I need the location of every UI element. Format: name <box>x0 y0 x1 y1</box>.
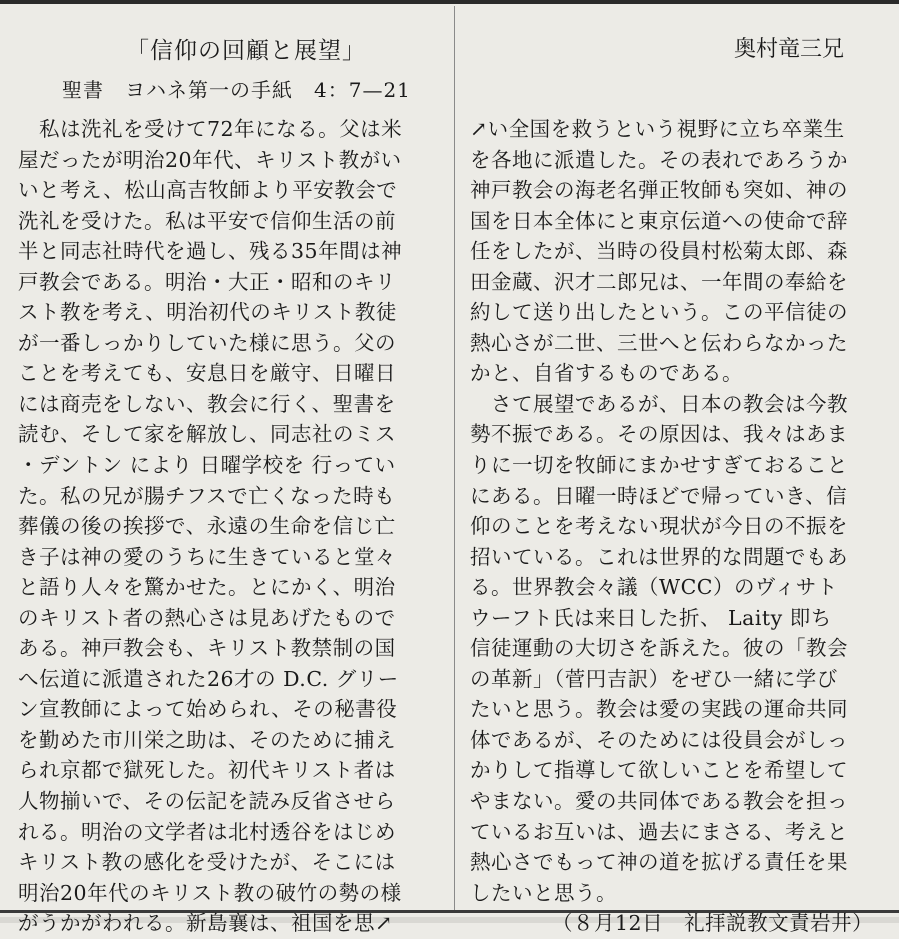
text-line: キリスト教の感化を受けたが、そこには <box>18 850 396 875</box>
text-line: る。世界教会々議（WCC）のヴィサト <box>470 575 838 600</box>
text-line: ・デントン により 日曜学校を 行ってい <box>18 453 396 478</box>
scripture-reference: 聖書 ヨハネ第一の手紙 4：7—21 <box>62 78 411 102</box>
text-line: 読む、そして家を解放し、同志社のミス <box>18 422 396 447</box>
text-line: 田金蔵、沢才二郎兄は、一年間の奉給を <box>470 269 848 294</box>
right-text-column <box>470 114 882 939</box>
text-line: 洗礼を受けた。私は平安で信仰生活の前 <box>18 208 396 233</box>
text-line: の革新」（菅円吉訳）をぜひ一緒に学び <box>470 666 838 691</box>
sermon-credit: （８月12日 礼拝説教文責岩井） <box>552 911 874 936</box>
text-line: ↗い全国を救うという視野に立ち卒業生 <box>470 117 845 141</box>
article-author: 奥村竜三兄 <box>734 37 845 62</box>
left-text-column <box>18 114 436 939</box>
text-line: れる。明治の文学者は北村透谷をはじめ <box>18 819 396 844</box>
text-line: 国を日本全体にと東京伝道への使命で辞 <box>470 208 848 233</box>
text-line: 信徒運動の大切さを訴えた。彼の「教会 <box>470 636 848 661</box>
text-line: 任をしたが、当時の役員村松菊太郎、森 <box>470 239 848 264</box>
text-line: のキリスト者の熱心さは見あげたもので <box>18 605 396 630</box>
text-line: かりして指導して欲しいことを希望して <box>470 758 848 783</box>
column-divider <box>454 6 455 910</box>
text-line: と語り人々を驚かせた。とにかく、明治 <box>18 575 396 600</box>
text-line: 勢不振である。その原因は、我々はあま <box>470 422 848 447</box>
text-line: ているお互いは、過去にまさる、考えと <box>470 819 848 844</box>
text-line: 半と同志社時代を過し、残る35年間は神 <box>18 239 403 264</box>
text-line: 体であるが、そのためには役員会がしっ <box>470 727 848 752</box>
text-line: ウーフト氏は来日した折、 Laity 即ち <box>470 605 832 630</box>
text-line: き子は神の愛のうちに生きていると堂々 <box>18 544 396 569</box>
text-line: を各地に派遣した。その表れであろうか <box>470 147 848 172</box>
text-line: が一番しっかりしていた様に思う。父の <box>18 330 396 355</box>
text-line: には商売をしない、教会に行く、聖書を <box>18 391 396 416</box>
text-line: 熱心さが二世、三世へと伝わらなかった <box>470 330 848 355</box>
text-line: したいと思う。 <box>470 880 617 905</box>
text-line: さて展望であるが、日本の教会は今教 <box>470 391 848 416</box>
text-line: へ伝道に派遣された26才の D.C. グリー <box>18 666 399 691</box>
text-line: 人物揃いで、その伝記を読み反省させら <box>18 789 396 814</box>
text-line: ン宣教師によって始められ、その秘書役 <box>18 697 398 722</box>
text-line: かと、自省するものである。 <box>470 361 743 386</box>
text-line: 神戸教会の海老名弾正牧師も突如、神の <box>470 178 848 203</box>
text-line: 明治20年代のキリスト教の破竹の勢の様 <box>18 880 402 905</box>
text-line: 私は洗礼を受けて72年になる。父は米 <box>18 117 403 141</box>
text-line: を勤めた市川栄之助は、そのために捕え <box>18 727 396 752</box>
text-line: りに一切を牧師にまかせすぎておること <box>470 453 848 478</box>
text-line: た。私の兄が腸チフスで亡くなった時も <box>18 483 396 508</box>
text-line: にある。日曜一時ほどで帰っていき、信 <box>470 483 848 508</box>
text-line: 屋だったが明治20年代、キリスト教がい <box>18 147 402 172</box>
text-line: ある。神戸教会も、キリスト教禁制の国 <box>18 636 396 661</box>
top-border <box>0 0 899 4</box>
text-line: 葬儀の後の挨拶で、永遠の生命を信じ亡 <box>18 514 396 539</box>
text-line: 招いている。これは世界的な問題でもあ <box>470 544 848 569</box>
text-line: られ京都で獄死した。初代キリスト者は <box>18 758 396 783</box>
text-line: ことを考えても、安息日を厳守、日曜日 <box>18 361 396 386</box>
text-line: 約して送り出したという。この平信徒の <box>470 300 848 325</box>
text-line: 熱心さでもって神の道を拡げる責任を果 <box>470 850 848 875</box>
text-line: スト教を考え、明治初代のキリスト教徒 <box>18 300 397 325</box>
text-line: やまない。愛の共同体である教会を担っ <box>470 789 848 814</box>
article-title: 「信仰の回顧と展望」 <box>126 38 366 64</box>
text-line: いと考え、松山高吉牧師より平安教会で <box>18 178 398 203</box>
text-line: たいと思う。教会は愛の実践の運命共同 <box>470 697 848 722</box>
text-line: 戸教会である。明治・大正・昭和のキリ <box>18 269 396 294</box>
text-line: 仰のことを考えない現状が今日の不振を <box>470 514 848 539</box>
text-line: がうかがわれる。新島襄は、祖国を思↗ <box>18 911 393 936</box>
